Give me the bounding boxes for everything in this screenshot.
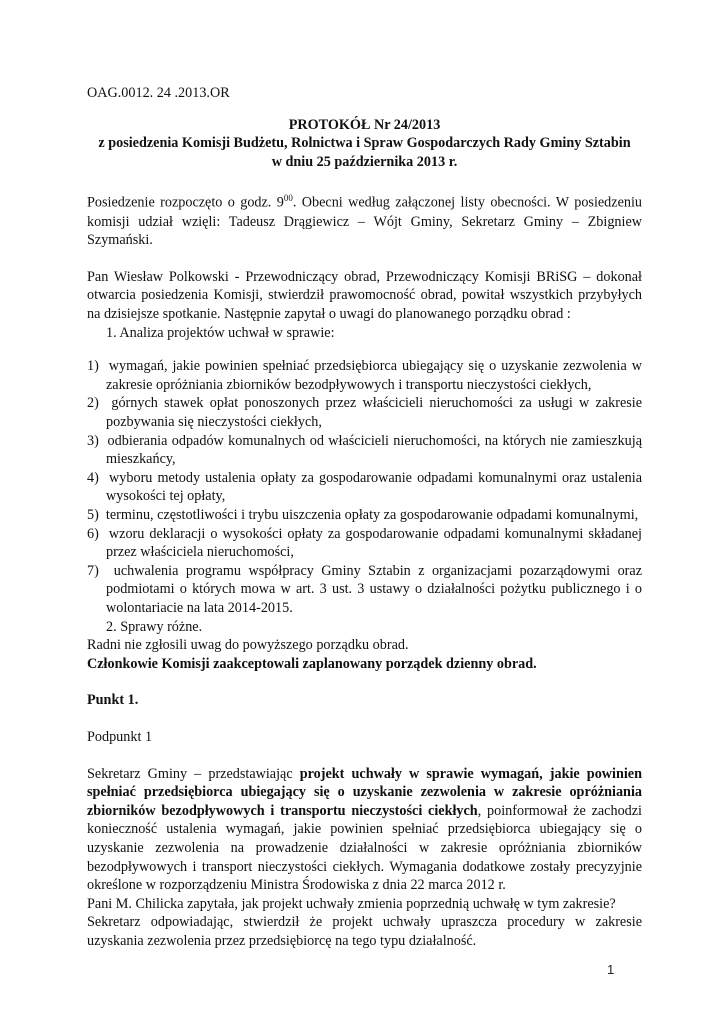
agenda-item: 7) uchwalenia programu współpracy Gminy Sztabin z organizacjami pozarządowymi oraz podmiotami o których mowa w art. 3 ust. 3 ustawy o działalności pożytku publicznego i o wolontariacie na lata 2014-2015. bbox=[87, 562, 642, 616]
agenda-accepted-note: Członkowie Komisji zaakceptowali zaplanowany porządek dzienny obrad. bbox=[87, 655, 537, 672]
title-line: w dniu 25 października 2013 r. bbox=[271, 153, 458, 170]
agenda-item: 2) górnych stawek opłat ponoszonych przez właścicieli nieruchomości za usługi w zakresie pozbywania się nieczystości ciekłych, bbox=[87, 395, 643, 431]
protocol-title bbox=[87, 116, 642, 172]
agenda-heading: 1. Analiza projektów uchwał w sprawie: bbox=[106, 324, 335, 341]
opening-paragraph: Pan Wiesław Polkowski - Przewodniczący obrad, Przewodniczący Komisji BRiSG – dokonał otwarcia posiedzenia Komisji, stwierdził prawomocność obrad, powitał wszystkich przybyłych na dzisiejsze spotkanie. Następnie zapytał o uwagi do planowanego porządku obrad : bbox=[87, 268, 642, 323]
agenda-list bbox=[87, 357, 642, 617]
no-remarks-note: Radni nie zgłosili uwag do powyższego porządku obrad. bbox=[87, 637, 409, 654]
answer-paragraph: Sekretarz odpowiadając, stwierdził że projekt uchwały upraszcza procedury w zakresie uzyskania zezwolenia przez przedsiębiorcę na tego typu działalność. bbox=[87, 914, 642, 949]
subpoint-heading: Podpunkt 1 bbox=[87, 728, 153, 745]
page-number: 1 bbox=[607, 962, 615, 977]
agenda-item: 1) wymagań, jakie powinien spełniać przedsiębiorca ubiegający się o uzyskanie zezwolenia w zakresie opróżniania zbiorników bezodpływowych i transportu nieczystości ciekłych, bbox=[87, 358, 642, 393]
agenda-item-2: 2. Sprawy różne. bbox=[106, 618, 203, 635]
secretary-paragraph: Sekretarz Gminy – przedstawiając projekt uchwały w sprawie wymagań, jakie powinien spełniać przedsiębiorca ubiegający się o uzyskanie zezwolenia w zakresie opróżniania zbiorników bezodpływowych i transportu nieczystości ciekłych, poinformował że zachodzi konieczność ustalenia wymagań, jakie powinien spełniać przedsiębiorca ubiegający się o uzyskanie zezwolenia na prowadzenie działalności w zakresie opróżniania zbiorników bezodpływowych i transport nieczystości ciekłych. Wymagania dodatkowe zostały precyzyjnie określone w rozporządzeniu Ministra Środowiska z dnia 22 marca 2012 r. bbox=[87, 765, 642, 894]
agenda-item: 6) wzoru deklaracji o wysokości opłaty za gospodarowanie odpadami komunalnymi składanej przez właściciela nieruchomości, bbox=[87, 525, 642, 561]
point-heading: Punkt 1. bbox=[87, 692, 139, 709]
document-page bbox=[87, 84, 642, 950]
intro-paragraph: Posiedzenie rozpoczęto o godz. $9^{00}$. Obecni według załączonej listy obecności. W posiedzeniu komisji udział wzięli: Tadeusz Drągiewicz – Wójt Gminy, Sekretarz Gminy – Zbigniew Szymański. bbox=[87, 193, 643, 249]
agenda-item: 4) wyboru metody ustalenia opłaty za gospodarowanie odpadami komunalnymi oraz ustalenia wysokości tej opłaty, bbox=[87, 469, 642, 505]
agenda-item: 3) odbierania odpadów komunalnych od właścicieli nieruchomości, na których nie zamieszkują mieszkańcy, bbox=[87, 432, 642, 468]
agenda-item: 5) terminu, częstotliwości i trybu uiszczenia opłaty za gospodarowanie odpadami komunalnymi, bbox=[87, 507, 639, 524]
title-line: z posiedzenia Komisji Budżetu, Rolnictwa i Spraw Gospodarczych Rady Gminy Sztabin bbox=[98, 135, 631, 152]
title-line: PROTOKÓŁ Nr 24/2013 bbox=[288, 116, 441, 133]
question-paragraph: Pani M. Chilicka zapytała, jak projekt uchwały zmienia poprzednią uchwałę w tym zakresie? bbox=[87, 895, 616, 912]
document-reference: OAG.0012. 24 .2013.OR bbox=[87, 85, 230, 101]
